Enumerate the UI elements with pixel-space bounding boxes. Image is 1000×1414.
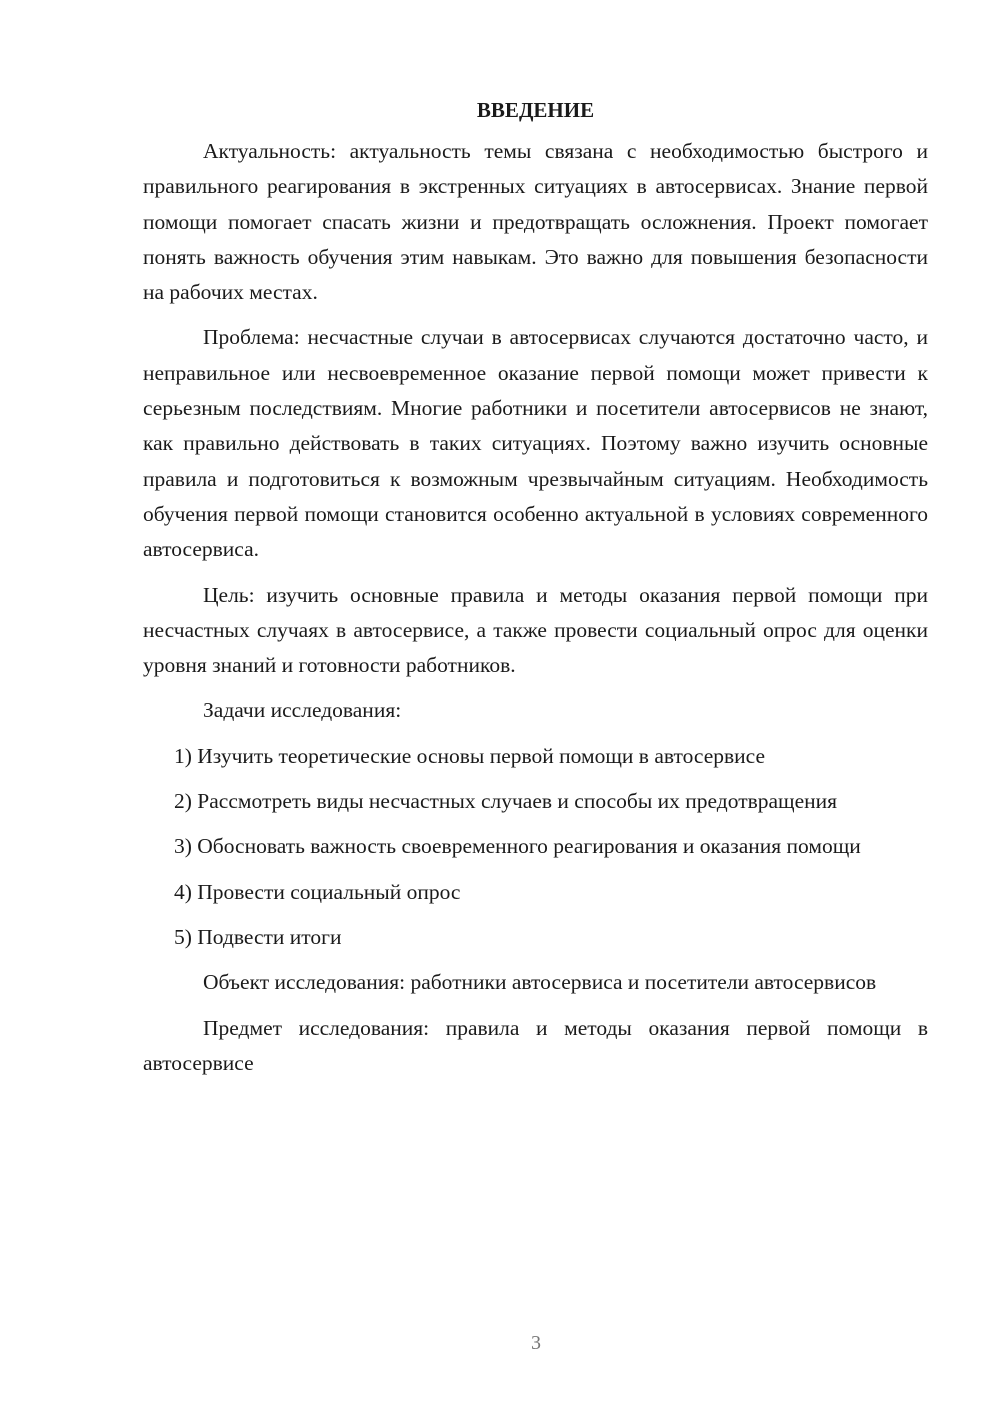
paragraph-goal: Цель: изучить основные правила и методы оказания первой помощи при несчастных случаях в автосервисе, а также провести социальный опрос для оценки уровня знаний и готовности работников. — [143, 582, 928, 678]
page-title: ВВЕДЕНИЕ — [476, 98, 595, 122]
document-page — [143, 92, 928, 1091]
task-item-2: 2) Рассмотреть виды несчастных случаев и способы их предотвращения — [174, 789, 838, 814]
task-item-5: 5) Подвести итоги — [174, 924, 342, 949]
paragraph-problem: Проблема: несчастные случаи в автосервисах случаются достаточно часто, и неправильное или несвоевременное оказание первой помощи может привести к серьезным последствиям. Многие работники и посетители автосервисов не знают, как правильно действовать в таких ситуациях. Поэтому важно изучить основные правила и подготовиться к возможным чрезвычайным ситуациям. Необходимость обучения первой помощи становится особенно актуальной в условиях современного автосервиса. — [143, 325, 928, 562]
paragraph-object: Объект исследования: работники автосервиса и посетители автосервисов — [203, 970, 877, 995]
tasks-heading: Задачи исследования: — [203, 698, 402, 723]
task-item-1: 1) Изучить теоретические основы первой помощи в автосервисе — [174, 743, 765, 768]
task-item-3: 3) Обосновать важность своевременного реагирования и оказания помощи — [174, 834, 861, 859]
task-item-4: 4) Провести социальный опрос — [174, 879, 461, 904]
paragraph-subject: Предмет исследования: правила и методы оказания первой помощи в автосервисе — [143, 1015, 928, 1075]
page-number: 3 — [531, 1332, 541, 1354]
paragraph-relevance: Актуальность: актуальность темы связана с необходимостью быстрого и правильного реагирования в экстренных ситуациях в автосервисах. Знание первой помощи помогает спасать жизни и предотвращать осложнения. Проект помогает понять важность обучения этим навыкам. Это важно для повышения безопасности на рабочих местах. — [143, 139, 928, 305]
